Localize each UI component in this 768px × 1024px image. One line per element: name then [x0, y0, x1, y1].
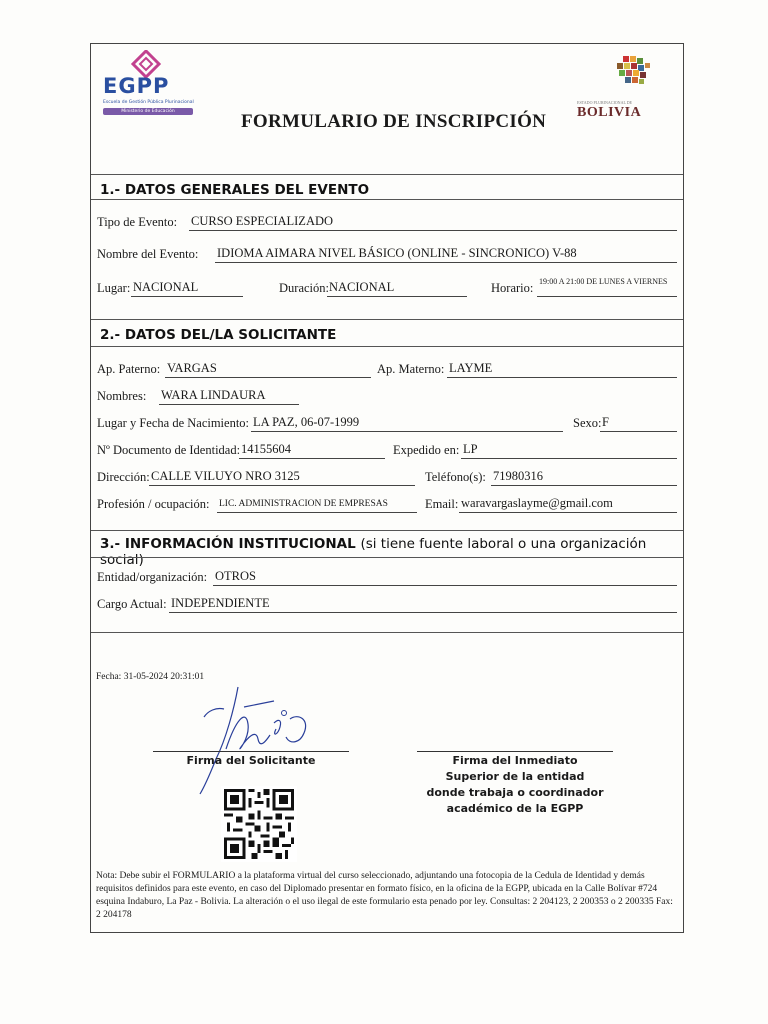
- cargo-label: Cargo Actual:: [97, 597, 167, 611]
- entidad-value: OTROS: [213, 569, 677, 586]
- lugar-value: NACIONAL: [131, 280, 243, 297]
- section3-heading: [100, 536, 683, 568]
- divider: [91, 174, 683, 175]
- section3-heading-main: 3.- INFORMACIÓN INSTITUCIONAL: [100, 536, 356, 552]
- superior-label-line2: Superior de la entidad: [445, 770, 585, 783]
- materno-label: Ap. Materno:: [377, 362, 445, 376]
- email-value: waravargaslayme@gmail.com: [459, 496, 677, 513]
- tipo-evento-value: CURSO ESPECIALIZADO: [189, 214, 677, 231]
- nacimiento-label: Lugar y Fecha de Nacimiento:: [97, 416, 250, 430]
- sexo-label: Sexo:: [573, 416, 602, 430]
- nombre-evento-label: Nombre del Evento:: [97, 247, 199, 261]
- horario-label: Horario:: [491, 281, 534, 295]
- profesion-value: LIC. ADMINISTRACION DE EMPRESAS: [217, 496, 417, 513]
- footer-note: Nota: Debe subir el FORMULARIO a la plataforma virtual del curso seleccionado, adjuntando una fotocopia de la Cedula de Identidad y demás requisitos definidos para este evento, en caso del Diplomado presentar en formato físico, en la oficina de la EGPP, ubicada en la Calle Bolívar #724 esquina Indaburo, La Paz - Bolivia. La alteración o el uso ilegal de este formulario esta penado por ley. Consultas: 2 204123, 2 200353 o 2 200335 Fax: 2 204178: [96, 871, 673, 920]
- section3-heading-sub: (si tiene fuente laboral o una organización social): [100, 536, 647, 568]
- superior-signature-label: [407, 753, 623, 817]
- superior-label-line1: Firma del Inmediato: [452, 754, 578, 767]
- horario-value: 19:00 A 21:00 DE LUNES A VIERNES: [537, 277, 677, 297]
- paterno-value: VARGAS: [165, 361, 371, 378]
- divider: [91, 199, 683, 200]
- solicitante-signature-line: [153, 751, 349, 752]
- nombres-value: WARA LINDAURA: [159, 388, 299, 405]
- form-title: FORMULARIO DE INSCRIPCIÓN: [241, 111, 547, 132]
- nombres-label: Nombres:: [97, 389, 147, 403]
- email-label: Email:: [425, 497, 459, 511]
- fecha-timestamp: Fecha: 31-05-2024 20:31:01: [96, 672, 205, 682]
- qr-code-icon: [221, 786, 297, 862]
- superior-label-line4: académico de la EGPP: [446, 802, 584, 815]
- duracion-label: Duración:: [279, 281, 329, 295]
- sexo-value: F: [600, 415, 677, 432]
- entidad-label: Entidad/organización:: [97, 570, 208, 584]
- tipo-evento-label: Tipo de Evento:: [97, 215, 178, 229]
- bolivia-mosaic-icon: [611, 54, 657, 94]
- superior-label-line3: donde trabaja o coordinador: [426, 786, 604, 799]
- divider: [91, 632, 683, 633]
- lugar-label: Lugar:: [97, 281, 131, 295]
- expedido-label: Expedido en:: [393, 443, 460, 457]
- section1-heading: 1.- DATOS GENERALES DEL EVENTO: [100, 182, 370, 198]
- documento-label: Nº Documento de Identidad:: [97, 443, 241, 457]
- divider: [91, 557, 683, 558]
- egpp-ministry: Ministerio de Educación: [103, 108, 193, 115]
- egpp-subtitle: Escuela de Gestión Pública Plurinacional: [103, 100, 194, 105]
- direccion-value: CALLE VILUYO NRO 3125: [149, 469, 415, 486]
- egpp-logo-text: EGPP: [103, 74, 170, 98]
- paterno-label: Ap. Paterno:: [97, 362, 161, 376]
- direccion-label: Dirección:: [97, 470, 150, 484]
- registration-form: [90, 43, 684, 933]
- profesion-label: Profesión / ocupación:: [97, 497, 210, 511]
- superior-signature-line: [417, 751, 613, 752]
- divider: [91, 530, 683, 531]
- telefono-label: Teléfono(s):: [425, 470, 486, 484]
- bolivia-logo-text: BOLIVIA: [577, 105, 642, 120]
- expedido-value: LP: [461, 442, 677, 459]
- cargo-value: INDEPENDIENTE: [169, 596, 677, 613]
- divider: [91, 319, 683, 320]
- telefono-value: 71980316: [491, 469, 677, 486]
- bolivia-subtitle: ESTADO PLURINACIONAL DE: [577, 100, 633, 105]
- materno-value: LAYME: [447, 361, 677, 378]
- divider: [91, 346, 683, 347]
- documento-value: 14155604: [239, 442, 385, 459]
- nacimiento-value: LA PAZ, 06-07-1999: [251, 415, 563, 432]
- handwritten-signature-icon: [186, 679, 326, 799]
- duracion-value: NACIONAL: [327, 280, 467, 297]
- solicitante-signature-label: Firma del Solicitante: [186, 754, 316, 767]
- section2-heading: 2.- DATOS DEL/LA SOLICITANTE: [100, 327, 337, 343]
- nombre-evento-value: IDIOMA AIMARA NIVEL BÁSICO (ONLINE - SINCRONICO) V-88: [215, 246, 677, 263]
